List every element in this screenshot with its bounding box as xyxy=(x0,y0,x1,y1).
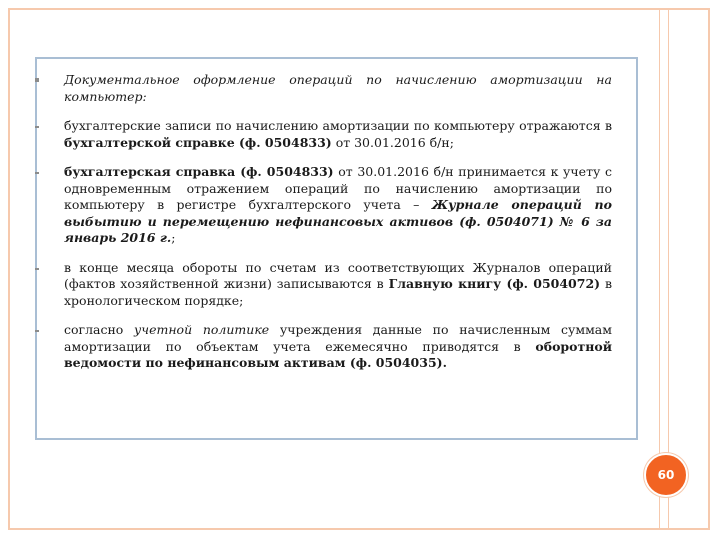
item-text xyxy=(64,72,612,104)
text-run: в конце месяца обороты по счетам из соответствующих Журналов операций (фактов хозяйственной жизни) записываются в xyxy=(64,259,612,291)
item-text xyxy=(64,260,612,308)
item-text xyxy=(64,322,612,370)
text-run: учреждения данные по начисленным суммам амортизации по объектам учета ежемесячно приводятся в xyxy=(64,322,612,354)
text-run-bold: оборотной ведомости по нефинансовым активам (ф. 0504035). xyxy=(64,338,612,370)
dash-bullet-icon xyxy=(35,268,39,270)
text-run: бухгалтерские записи по начислению амортизации по компьютеру отражаются в xyxy=(64,118,612,133)
square-bullet-icon xyxy=(35,78,39,82)
text-run-bold: Главную книгу (ф. 0504072) xyxy=(388,276,601,291)
text-run: в хронологическом порядке; xyxy=(64,276,612,308)
item-text xyxy=(64,164,612,245)
text-run-bold: бухгалтерской справке (ф. 0504833) xyxy=(64,134,332,150)
dash-bullet-icon xyxy=(35,126,39,128)
dash-bullet-icon xyxy=(35,330,39,332)
text-run-italic: учетной политике xyxy=(134,322,270,337)
list-item-heading xyxy=(64,72,612,105)
dash-bullet-icon xyxy=(35,172,39,174)
list-item xyxy=(64,118,612,151)
text-run: Документальное оформление операций по начислению амортизации на компьютер: xyxy=(64,72,612,104)
page-number-badge xyxy=(644,453,688,497)
text-run: от 30.01.2016 б/н; xyxy=(331,134,454,150)
list-item xyxy=(64,164,612,247)
text-run: от 30.01.2016 б/н принимается к учету с одновременным отражением операций по начислению амортизации по компьютеру в регистре бухгалтерского учета – xyxy=(64,164,612,212)
item-text xyxy=(64,118,612,150)
text-run: ; xyxy=(171,230,176,245)
slide-side-rail xyxy=(659,8,669,530)
list-item xyxy=(64,260,612,310)
text-run: согласно xyxy=(64,322,135,337)
text-run-bold-italic: Журнале операций по выбытию и перемещению нефинансовых активов (ф. 0504071) № 6 за январь 2016 г. xyxy=(64,197,612,245)
content-list xyxy=(64,72,612,385)
list-item xyxy=(64,322,612,372)
text-run-bold: бухгалтерская справка (ф. 0504833) xyxy=(64,164,334,179)
page-number: 60 xyxy=(657,468,675,482)
